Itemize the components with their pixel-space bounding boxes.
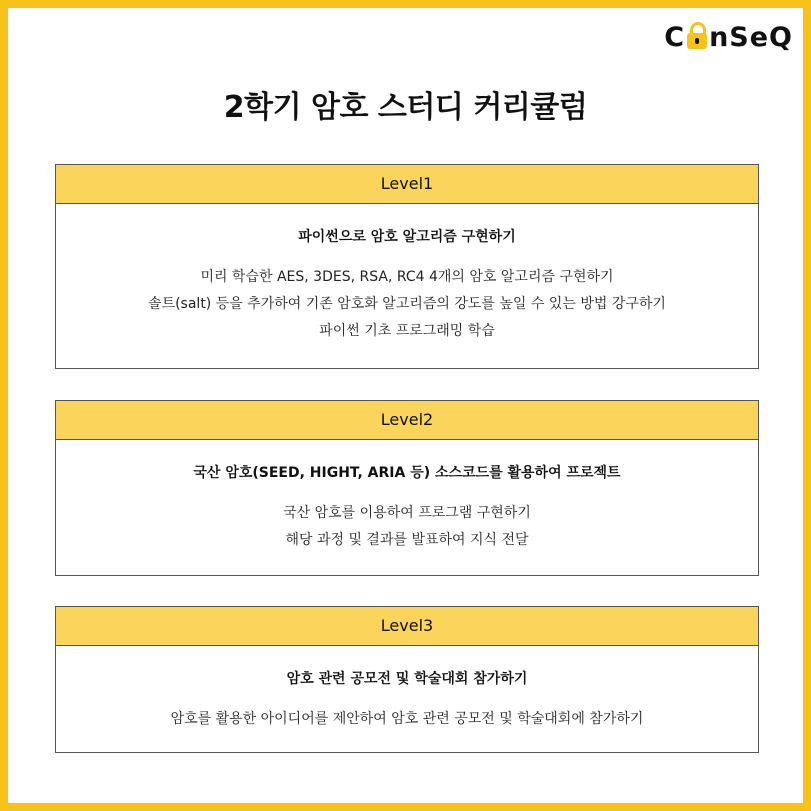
level1-line: 파이썬 기초 프로그래밍 학습 [319,323,495,339]
level1-line: 솔트(salt) 등을 추가하여 기존 암호화 알고리즘의 강도를 높일 수 있는 방법 강구하기 [148,296,666,312]
logo-text-post: nSeQ [709,22,793,53]
level3-line: 암호를 활용한 아이디어를 제안하여 암호 관련 공모전 및 학술대회에 참가하기 [170,711,644,727]
title-area [0,82,811,126]
level1-card [55,164,759,369]
level1-header: Level1 [56,165,758,204]
lock-icon [687,33,707,49]
level2-header: Level2 [56,401,758,440]
level2-body [56,440,758,554]
level2-card [55,400,759,576]
level1-line: 미리 학습한 AES, 3DES, RSA, RC4 4개의 암호 알고리즘 구현하기 [200,269,614,285]
logo-text-pre: C [664,22,686,53]
level2-line: 국산 암호를 이용하여 프로그램 구현하기 [283,505,531,521]
level1-subtitle: 파이썬으로 암호 알고리즘 구현하기 [298,229,516,245]
level3-header: Level3 [56,607,758,646]
level1-body [56,204,758,345]
level3-body [56,646,758,733]
page-title [224,82,588,126]
page-title-text: 2학기 암호 스터디 커리큘럼 [223,90,588,125]
level2-subtitle: 국산 암호(SEED, HIGHT, ARIA 등) 소스코드를 활용하여 프로젝트 [193,465,621,481]
level2-line: 해당 과정 및 결과를 발표하여 지식 전달 [285,532,529,548]
conseq-logo [664,22,793,53]
level3-subtitle: 암호 관련 공모전 및 학술대회 참가하기 [286,671,528,687]
level3-card [55,606,759,753]
